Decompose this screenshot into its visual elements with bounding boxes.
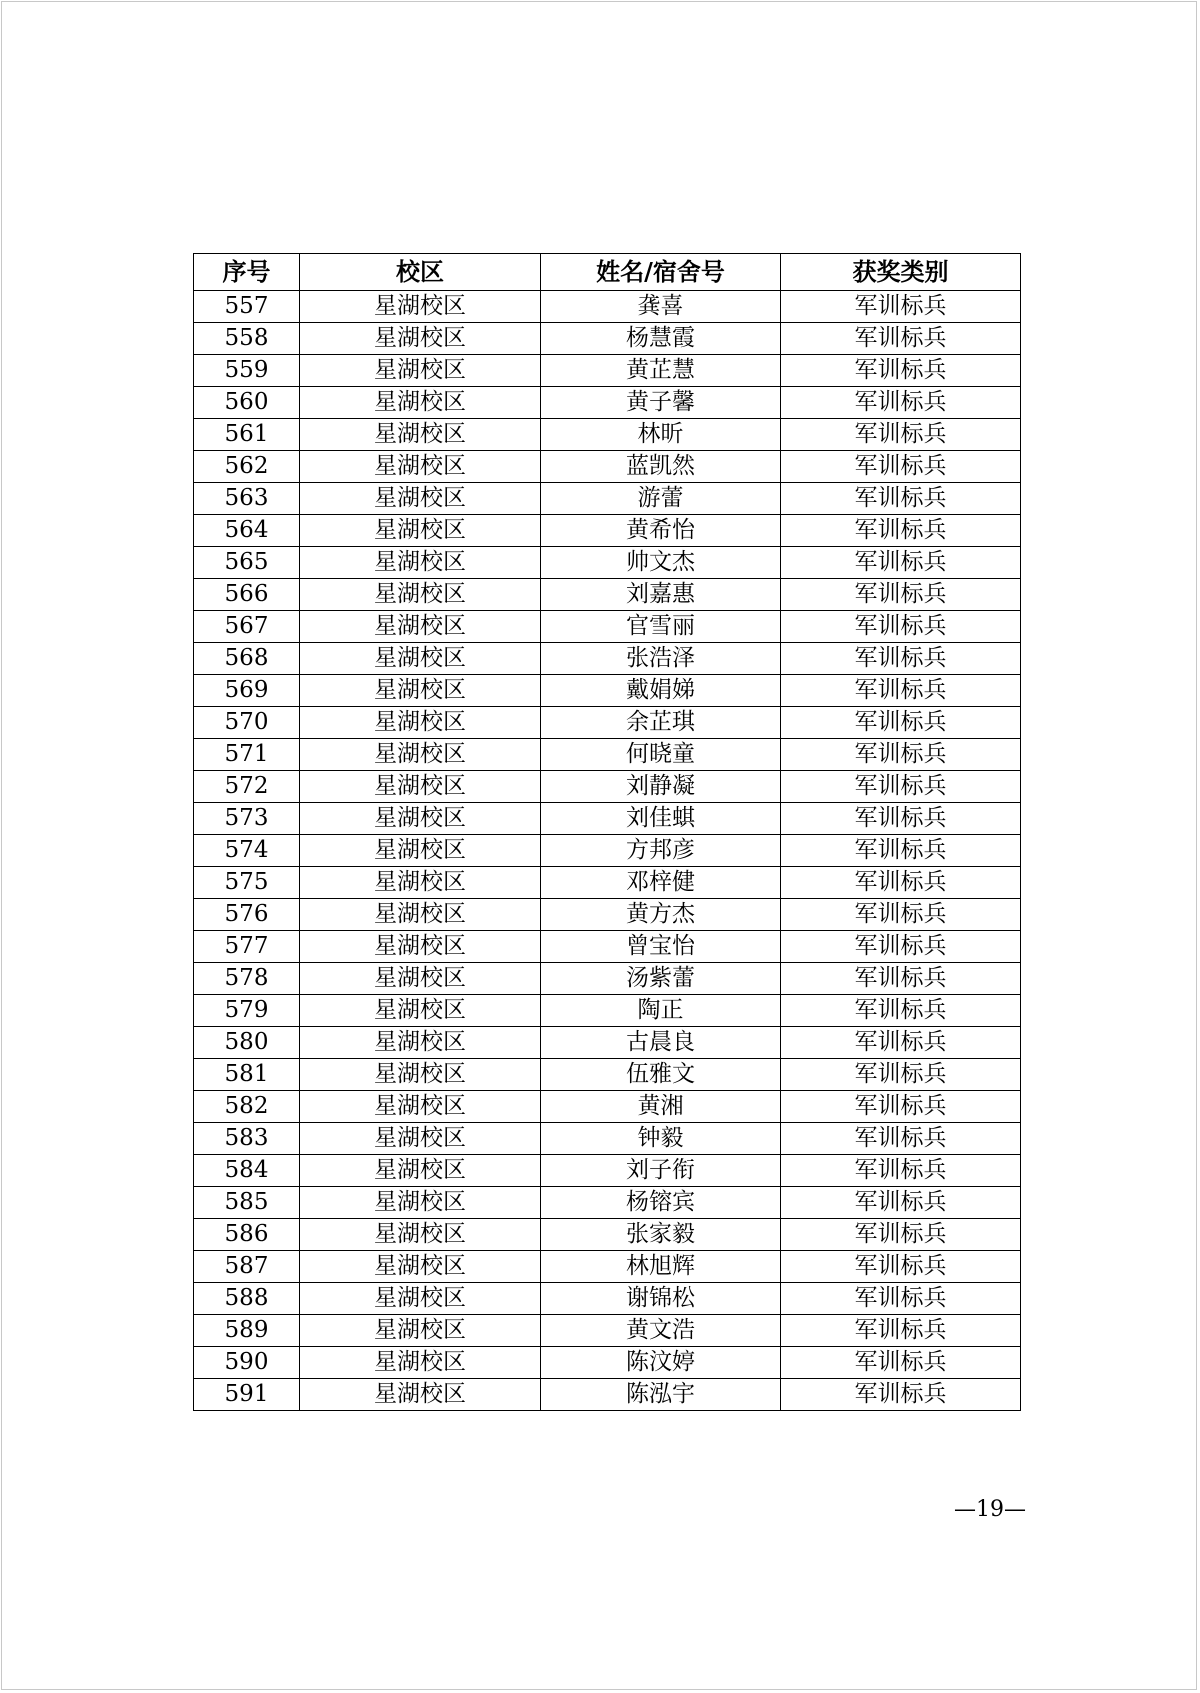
row-index: 584	[194, 1155, 300, 1187]
table-row	[194, 1187, 1021, 1219]
row-campus: 星湖校区	[300, 323, 541, 355]
row-award-category: 军训标兵	[781, 451, 1021, 483]
table-row	[194, 1379, 1021, 1411]
table-header-row	[194, 254, 1021, 291]
row-name: 杨慧霞	[541, 323, 781, 355]
row-campus: 星湖校区	[300, 1251, 541, 1283]
row-name: 钟毅	[541, 1123, 781, 1155]
row-name: 陶正	[541, 995, 781, 1027]
row-award-category: 军训标兵	[781, 995, 1021, 1027]
row-campus: 星湖校区	[300, 995, 541, 1027]
row-index: 588	[194, 1283, 300, 1315]
row-name: 何晓童	[541, 739, 781, 771]
row-index: 586	[194, 1219, 300, 1251]
row-name: 游蕾	[541, 483, 781, 515]
row-campus: 星湖校区	[300, 675, 541, 707]
row-award-category: 军训标兵	[781, 675, 1021, 707]
row-award-category: 军训标兵	[781, 1155, 1021, 1187]
header-index: 序号	[194, 254, 300, 291]
row-campus: 星湖校区	[300, 835, 541, 867]
row-name: 刘子衔	[541, 1155, 781, 1187]
row-name: 刘嘉惠	[541, 579, 781, 611]
row-name: 陈汶婷	[541, 1347, 781, 1379]
row-index: 587	[194, 1251, 300, 1283]
row-index: 582	[194, 1091, 300, 1123]
row-index: 574	[194, 835, 300, 867]
row-campus: 星湖校区	[300, 547, 541, 579]
table-row	[194, 867, 1021, 899]
row-award-category: 军训标兵	[781, 1027, 1021, 1059]
header-name-dorm: 姓名/宿舍号	[541, 254, 781, 291]
table-row	[194, 771, 1021, 803]
table-row	[194, 995, 1021, 1027]
row-campus: 星湖校区	[300, 963, 541, 995]
row-award-category: 军训标兵	[781, 867, 1021, 899]
row-index: 577	[194, 931, 300, 963]
row-campus: 星湖校区	[300, 483, 541, 515]
row-campus: 星湖校区	[300, 739, 541, 771]
row-name: 谢锦松	[541, 1283, 781, 1315]
row-index: 568	[194, 643, 300, 675]
row-index: 563	[194, 483, 300, 515]
table-row	[194, 1251, 1021, 1283]
table-row	[194, 739, 1021, 771]
row-name: 张浩泽	[541, 643, 781, 675]
row-index: 585	[194, 1187, 300, 1219]
row-index: 580	[194, 1027, 300, 1059]
row-award-category: 军训标兵	[781, 1219, 1021, 1251]
table-row	[194, 675, 1021, 707]
row-name: 古晨良	[541, 1027, 781, 1059]
row-name: 杨镕宾	[541, 1187, 781, 1219]
row-index: 573	[194, 803, 300, 835]
row-award-category: 军训标兵	[781, 1091, 1021, 1123]
row-campus: 星湖校区	[300, 1027, 541, 1059]
row-award-category: 军训标兵	[781, 643, 1021, 675]
row-campus: 星湖校区	[300, 387, 541, 419]
row-award-category: 军训标兵	[781, 1123, 1021, 1155]
row-campus: 星湖校区	[300, 1219, 541, 1251]
row-campus: 星湖校区	[300, 1091, 541, 1123]
table-row	[194, 931, 1021, 963]
row-award-category: 军训标兵	[781, 1187, 1021, 1219]
row-name: 方邦彦	[541, 835, 781, 867]
row-campus: 星湖校区	[300, 1283, 541, 1315]
row-award-category: 军训标兵	[781, 1059, 1021, 1091]
row-name: 帅文杰	[541, 547, 781, 579]
row-name: 张家毅	[541, 1219, 781, 1251]
row-name: 陈泓宇	[541, 1379, 781, 1411]
row-name: 林旭辉	[541, 1251, 781, 1283]
header-campus: 校区	[300, 254, 541, 291]
row-index: 590	[194, 1347, 300, 1379]
table-row	[194, 323, 1021, 355]
row-name: 汤紫蕾	[541, 963, 781, 995]
row-index: 565	[194, 547, 300, 579]
row-award-category: 军训标兵	[781, 707, 1021, 739]
row-campus: 星湖校区	[300, 611, 541, 643]
row-campus: 星湖校区	[300, 451, 541, 483]
table-row	[194, 707, 1021, 739]
row-index: 575	[194, 867, 300, 899]
row-campus: 星湖校区	[300, 291, 541, 323]
row-name: 戴娟娣	[541, 675, 781, 707]
table-row	[194, 1315, 1021, 1347]
table-row	[194, 1283, 1021, 1315]
row-campus: 星湖校区	[300, 771, 541, 803]
row-name: 林昕	[541, 419, 781, 451]
row-award-category: 军训标兵	[781, 1379, 1021, 1411]
row-name: 黄湘	[541, 1091, 781, 1123]
row-award-category: 军训标兵	[781, 1283, 1021, 1315]
row-name: 官雪丽	[541, 611, 781, 643]
row-award-category: 军训标兵	[781, 483, 1021, 515]
row-index: 564	[194, 515, 300, 547]
row-name: 黄方杰	[541, 899, 781, 931]
row-campus: 星湖校区	[300, 1187, 541, 1219]
row-index: 591	[194, 1379, 300, 1411]
row-name: 刘佳蜞	[541, 803, 781, 835]
row-index: 562	[194, 451, 300, 483]
row-index: 559	[194, 355, 300, 387]
row-name: 邓梓健	[541, 867, 781, 899]
table-row	[194, 355, 1021, 387]
row-campus: 星湖校区	[300, 1315, 541, 1347]
header-award-category: 获奖类别	[781, 254, 1021, 291]
row-name: 伍雅文	[541, 1059, 781, 1091]
row-award-category: 军训标兵	[781, 419, 1021, 451]
row-index: 558	[194, 323, 300, 355]
row-award-category: 军训标兵	[781, 387, 1021, 419]
row-index: 589	[194, 1315, 300, 1347]
row-award-category: 军训标兵	[781, 1315, 1021, 1347]
table-row	[194, 835, 1021, 867]
table-row	[194, 643, 1021, 675]
row-award-category: 军训标兵	[781, 547, 1021, 579]
row-award-category: 军训标兵	[781, 291, 1021, 323]
table-row	[194, 1219, 1021, 1251]
row-index: 570	[194, 707, 300, 739]
row-award-category: 军训标兵	[781, 771, 1021, 803]
row-award-category: 军训标兵	[781, 579, 1021, 611]
row-index: 572	[194, 771, 300, 803]
table-row	[194, 419, 1021, 451]
awards-table	[193, 253, 1021, 1411]
row-index: 561	[194, 419, 300, 451]
row-campus: 星湖校区	[300, 515, 541, 547]
row-award-category: 军训标兵	[781, 355, 1021, 387]
table-row	[194, 451, 1021, 483]
row-campus: 星湖校区	[300, 1123, 541, 1155]
table-row	[194, 1091, 1021, 1123]
row-index: 571	[194, 739, 300, 771]
row-name: 黄希怡	[541, 515, 781, 547]
row-name: 刘静凝	[541, 771, 781, 803]
row-index: 557	[194, 291, 300, 323]
table-row	[194, 1123, 1021, 1155]
row-award-category: 军训标兵	[781, 739, 1021, 771]
table-row	[194, 1027, 1021, 1059]
row-index: 578	[194, 963, 300, 995]
table-row	[194, 963, 1021, 995]
row-award-category: 军训标兵	[781, 899, 1021, 931]
row-award-category: 军训标兵	[781, 515, 1021, 547]
row-award-category: 军训标兵	[781, 611, 1021, 643]
row-index: 560	[194, 387, 300, 419]
row-campus: 星湖校区	[300, 1155, 541, 1187]
table-row	[194, 579, 1021, 611]
row-index: 567	[194, 611, 300, 643]
row-campus: 星湖校区	[300, 419, 541, 451]
row-campus: 星湖校区	[300, 355, 541, 387]
row-campus: 星湖校区	[300, 899, 541, 931]
row-award-category: 军训标兵	[781, 1347, 1021, 1379]
table-row	[194, 1155, 1021, 1187]
row-campus: 星湖校区	[300, 707, 541, 739]
row-name: 黄子馨	[541, 387, 781, 419]
table-row	[194, 1059, 1021, 1091]
table-row	[194, 291, 1021, 323]
page-number: —19—	[954, 1497, 1026, 1522]
row-award-category: 军训标兵	[781, 963, 1021, 995]
row-campus: 星湖校区	[300, 643, 541, 675]
row-campus: 星湖校区	[300, 931, 541, 963]
row-campus: 星湖校区	[300, 803, 541, 835]
row-name: 黄文浩	[541, 1315, 781, 1347]
row-award-category: 军训标兵	[781, 1251, 1021, 1283]
table-row	[194, 899, 1021, 931]
row-award-category: 军训标兵	[781, 323, 1021, 355]
row-index: 579	[194, 995, 300, 1027]
row-index: 581	[194, 1059, 300, 1091]
table-row	[194, 803, 1021, 835]
row-award-category: 军训标兵	[781, 835, 1021, 867]
row-campus: 星湖校区	[300, 867, 541, 899]
row-campus: 星湖校区	[300, 1347, 541, 1379]
row-name: 黄芷慧	[541, 355, 781, 387]
row-index: 576	[194, 899, 300, 931]
row-index: 566	[194, 579, 300, 611]
table-row	[194, 515, 1021, 547]
row-campus: 星湖校区	[300, 1059, 541, 1091]
table-row	[194, 483, 1021, 515]
table-body	[194, 291, 1021, 1411]
row-name: 曾宝怡	[541, 931, 781, 963]
row-name: 蓝凯然	[541, 451, 781, 483]
row-award-category: 军训标兵	[781, 931, 1021, 963]
row-name: 余芷琪	[541, 707, 781, 739]
table-row	[194, 611, 1021, 643]
row-name: 龚喜	[541, 291, 781, 323]
row-index: 583	[194, 1123, 300, 1155]
table-row	[194, 387, 1021, 419]
row-campus: 星湖校区	[300, 1379, 541, 1411]
row-index: 569	[194, 675, 300, 707]
table-row	[194, 547, 1021, 579]
table-row	[194, 1347, 1021, 1379]
row-campus: 星湖校区	[300, 579, 541, 611]
row-award-category: 军训标兵	[781, 803, 1021, 835]
